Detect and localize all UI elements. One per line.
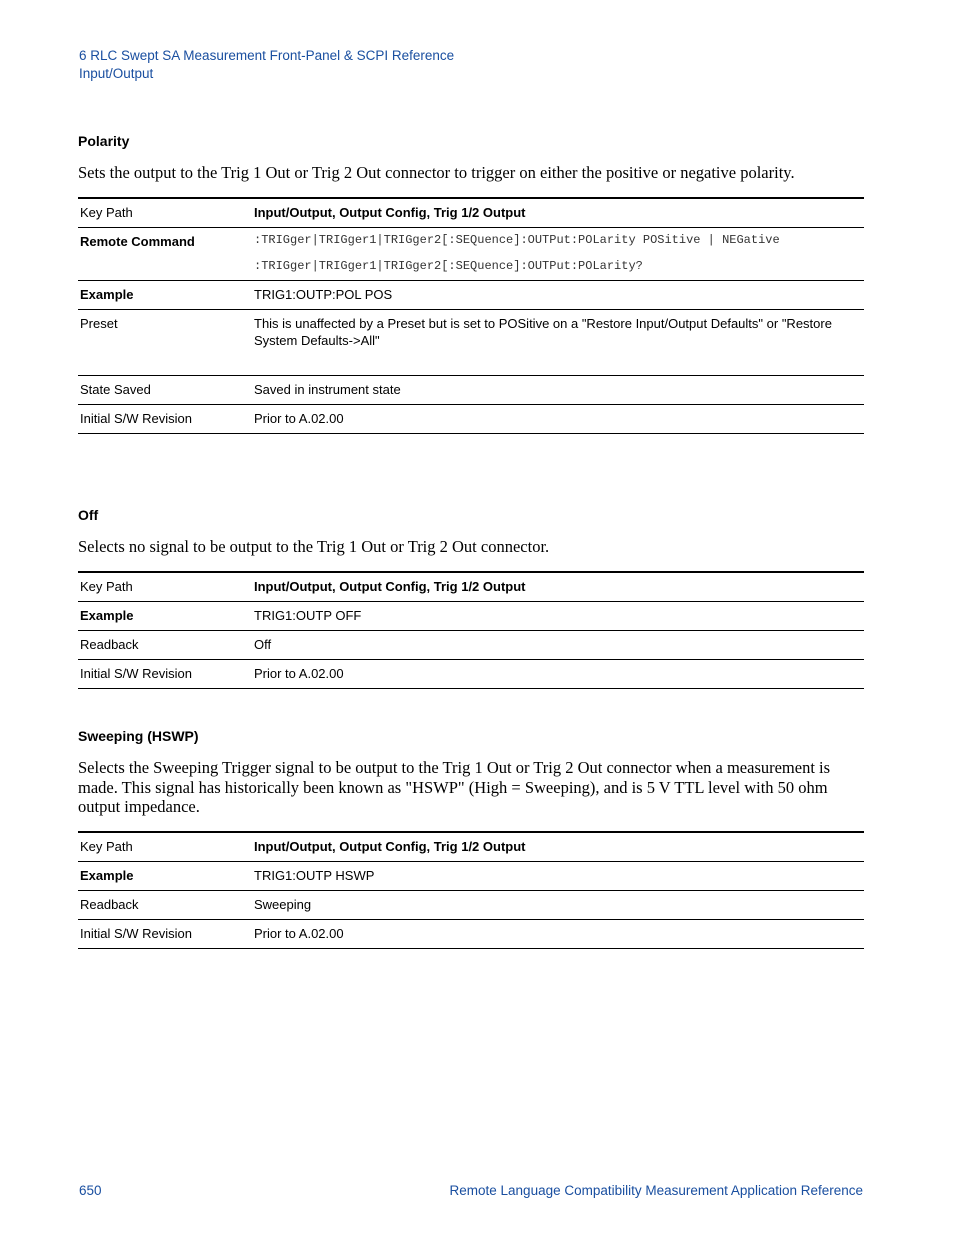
table-row: [78, 861, 864, 890]
readback-value: Sweeping: [252, 890, 864, 919]
table-row: [78, 659, 864, 688]
row-label: Example: [78, 280, 252, 309]
section-title: Input/Output: [79, 66, 154, 81]
row-label: Example: [78, 601, 252, 630]
table-row: [78, 198, 864, 228]
remote-command-value: [252, 227, 864, 280]
table-row: [78, 630, 864, 659]
row-label: Readback: [78, 890, 252, 919]
example-value: TRIG1:OUTP OFF: [252, 601, 864, 630]
section-heading: Off: [78, 507, 99, 523]
table-row: [78, 601, 864, 630]
reference-table: [78, 571, 864, 689]
section-off: [78, 506, 864, 689]
row-label: State Saved: [78, 375, 252, 404]
row-label: Initial S/W Revision: [78, 919, 252, 948]
table-row: [78, 572, 864, 602]
key-path-value: Input/Output, Output Config, Trig 1/2 Output: [252, 832, 864, 862]
preset-value: This is unaffected by a Preset but is set to POSitive on a "Restore Input/Output Defaults" or "Restore System Defaults->All": [252, 309, 864, 375]
table-row: [78, 227, 864, 280]
revision-value: Prior to A.02.00: [252, 919, 864, 948]
page-number: 650: [79, 1183, 102, 1198]
section-polarity: [78, 132, 864, 434]
row-label: Initial S/W Revision: [78, 659, 252, 688]
row-label: Key Path: [78, 832, 252, 862]
key-path-value: Input/Output, Output Config, Trig 1/2 Output: [252, 572, 864, 602]
row-label: Initial S/W Revision: [78, 404, 252, 433]
footer-title: Remote Language Compatibility Measurement Application Reference: [449, 1183, 863, 1198]
section-description: Selects no signal to be output to the Trig 1 Out or Trig 2 Out connector.: [78, 537, 550, 556]
example-value: TRIG1:OUTP:POL POS: [252, 280, 864, 309]
running-header: [79, 47, 454, 83]
scpi-query: :TRIGger|TRIGger1|TRIGger2[:SEQuence]:OUTPut:POLarity?: [254, 258, 643, 273]
chapter-title: 6 RLC Swept SA Measurement Front-Panel & SCPI Reference: [79, 48, 455, 63]
table-row: [78, 375, 864, 404]
reference-table: [78, 197, 864, 434]
row-label: Key Path: [78, 572, 252, 602]
section-heading: Sweeping (HSWP): [78, 728, 199, 744]
example-value: TRIG1:OUTP HSWP: [252, 861, 864, 890]
section-description: Selects the Sweeping Trigger signal to be output to the Trig 1 Out or Trig 2 Out connector when a measurement is made. This signal has historically been known as "HSWP" (High = Sweeping), and is 5 V TTL level with 50 ohm output impedance.: [78, 758, 831, 816]
table-row: [78, 404, 864, 433]
table-row: [78, 309, 864, 375]
scpi-command: :TRIGger|TRIGger1|TRIGger2[:SEQuence]:OUTPut:POLarity POSitive | NEGative: [254, 232, 780, 247]
state-saved-value: Saved in instrument state: [252, 375, 864, 404]
section-description: Sets the output to the Trig 1 Out or Trig 2 Out connector to trigger on either the positive or negative polarity.: [78, 163, 795, 182]
row-label: Preset: [78, 309, 252, 375]
revision-value: Prior to A.02.00: [252, 404, 864, 433]
table-row: [78, 832, 864, 862]
row-label: Remote Command: [78, 227, 252, 280]
row-label: Example: [78, 861, 252, 890]
reference-table: [78, 831, 864, 949]
readback-value: Off: [252, 630, 864, 659]
key-path-value: Input/Output, Output Config, Trig 1/2 Output: [252, 198, 864, 228]
table-row: [78, 890, 864, 919]
section-heading: Polarity: [78, 133, 130, 149]
table-row: [78, 280, 864, 309]
table-row: [78, 919, 864, 948]
revision-value: Prior to A.02.00: [252, 659, 864, 688]
section-sweeping: [78, 727, 864, 949]
row-label: Key Path: [78, 198, 252, 228]
row-label: Readback: [78, 630, 252, 659]
